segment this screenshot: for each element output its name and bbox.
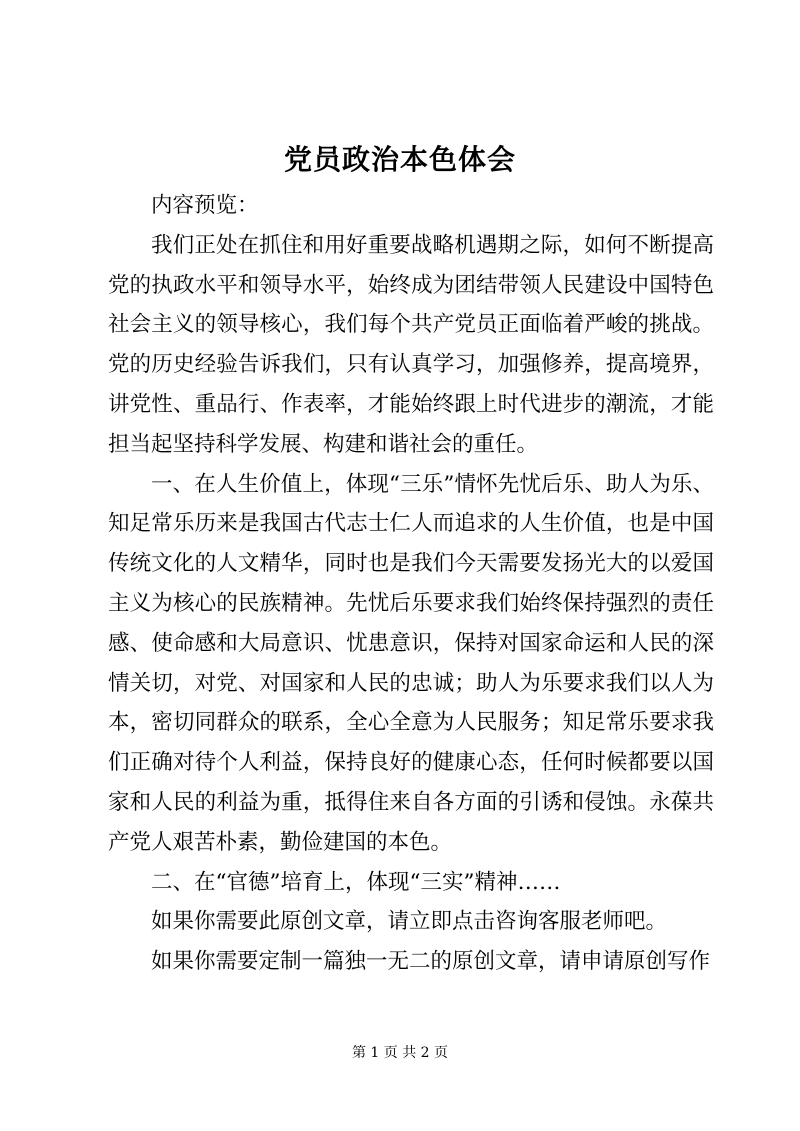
paragraph-contact-service: 如果你需要此原创文章，请立即点击咨询客服老师吧。 [151,909,668,935]
preview-label: 内容预览： [151,193,259,218]
paragraph-custom-writing: 如果你需要定制一篇独一无二的原创文章，请申请原创写作 [151,949,711,975]
paragraph-section-one: 一、在人生价值上，体现“三乐”情怀先忧后乐、助人为乐、知足常乐历来是我国古代志士仁人而追求的人生价值，也是中国传统文化的人文精华，同时也是我们今天需要发扬光大的以爱国主义为核心的民族精神。先忧后乐要求我们始终保持强烈的责任感、使命感和大局意识、忧患意识，保持对国家命运和人民的深情关切，对党、对国家和人民的忠诚；助人为乐要求我们以人为本，密切同群众的联系，全心全意为人民服务；知足常乐要求我们正确对待个人利益，保持良好的健康心态，任何时候都要以国家和人民的利益为重，抵得住来自各方面的引诱和侵蚀。永葆共产党人艰苦朴素，勤俭建国的本色。 [108,471,714,855]
document-body [108,186,714,982]
document-title: 党员政治本色体会 [283,143,516,176]
paragraph-intro: 我们正处在抓住和用好重要战略机遇期之际，如何不断提高党的执政水平和领导水平，始终成为团结带领人民建设中国特色社会主义的领导核心，我们每个共产党员正面临着严峻的挑战。党的历史经验告诉我们，只有认真学习，加强修养，提高境界，讲党性、重品行、作表率，才能始终跟上时代进步的潮流，才能担当起坚持科学发展、构建和谐社会的重任。 [108,232,714,457]
paragraph-section-two: 二、在“官德”培育上，体现“三实”精神…… [151,869,561,895]
page-footer: 第 1 页 共 2 页 [351,1045,449,1061]
